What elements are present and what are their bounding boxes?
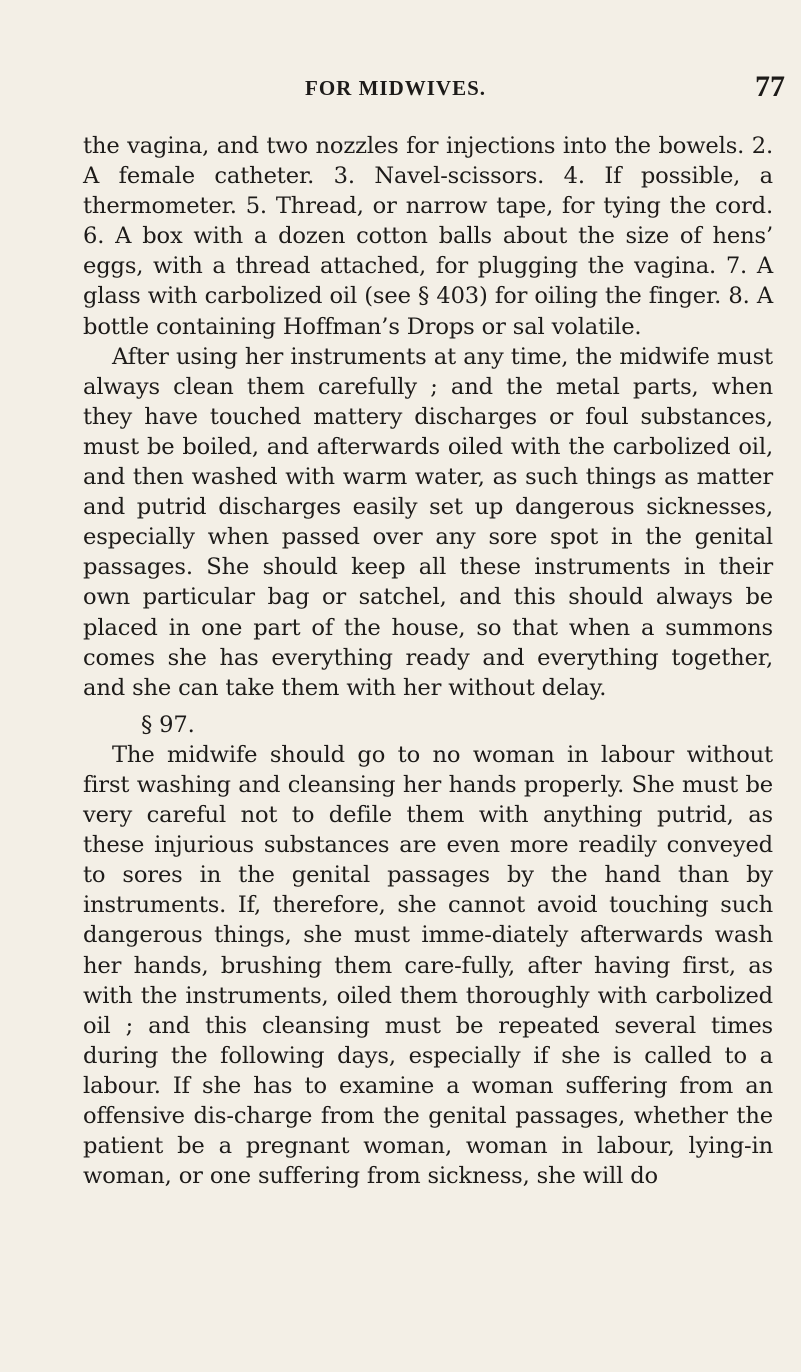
body-text: [83, 131, 773, 1191]
paragraph-cleaning-instruments: After using her instruments at any time, the midwife must always clean them carefully ; and the metal parts, when they have touched mattery discharges or foul substances, must be boiled, and afterwards oiled with the carbolized oil, and then washed with warm water, as such things as matter and putrid discharges easily set up dangerous sicknesses, especially when passed over any sore spot in the genital passages. She should keep all these instruments in their own particular bag or satchel, and this should always be placed in one part of the house, so that when a summons comes she has everything ready and everything together, and she can take them with her without delay.: [83, 343, 773, 701]
page-number: 77: [755, 70, 785, 103]
section-heading: § 97.: [141, 711, 195, 738]
paragraph-instrument-list: the vagina, and two nozzles for injections into the bowels. 2. A female catheter. 3. Navel-scissors. 4. If possible, a thermometer. 5. Thread, or narrow tape, for tying the cord. 6. A box with a dozen cotton balls about the size of hens’ eggs, with a thread attached, for plugging the vagina. 7. A glass with carbolized oil (see § 403) for oiling the finger. 8. A bottle containing Hoffman’s Drops or sal volatile.: [83, 133, 773, 340]
running-title: FOR MIDWIVES.: [305, 76, 487, 100]
paragraph-washing-hands: The midwife should go to no woman in labour without first washing and cleansing her hands properly. She must be very careful not to defile them with anything putrid, as these injurious substances are even more readily conveyed to sores in the genital passages by the hand than by instruments. If, therefore, she cannot avoid touching such dangerous things, she must imme-diately afterwards wash her hands, brushing them care-fully, after having first, as with the instruments, oiled them thoroughly with carbolized oil ; and this cleansing must be repeated several times during the following days, especially if she is called to a labour. If she has to examine a woman suffering from an offensive dis-charge from the genital passages, whether the patient be a pregnant woman, woman in labour, lying-in woman, or one suffering from sickness, she will do: [83, 741, 773, 1190]
page-header: [95, 72, 785, 108]
